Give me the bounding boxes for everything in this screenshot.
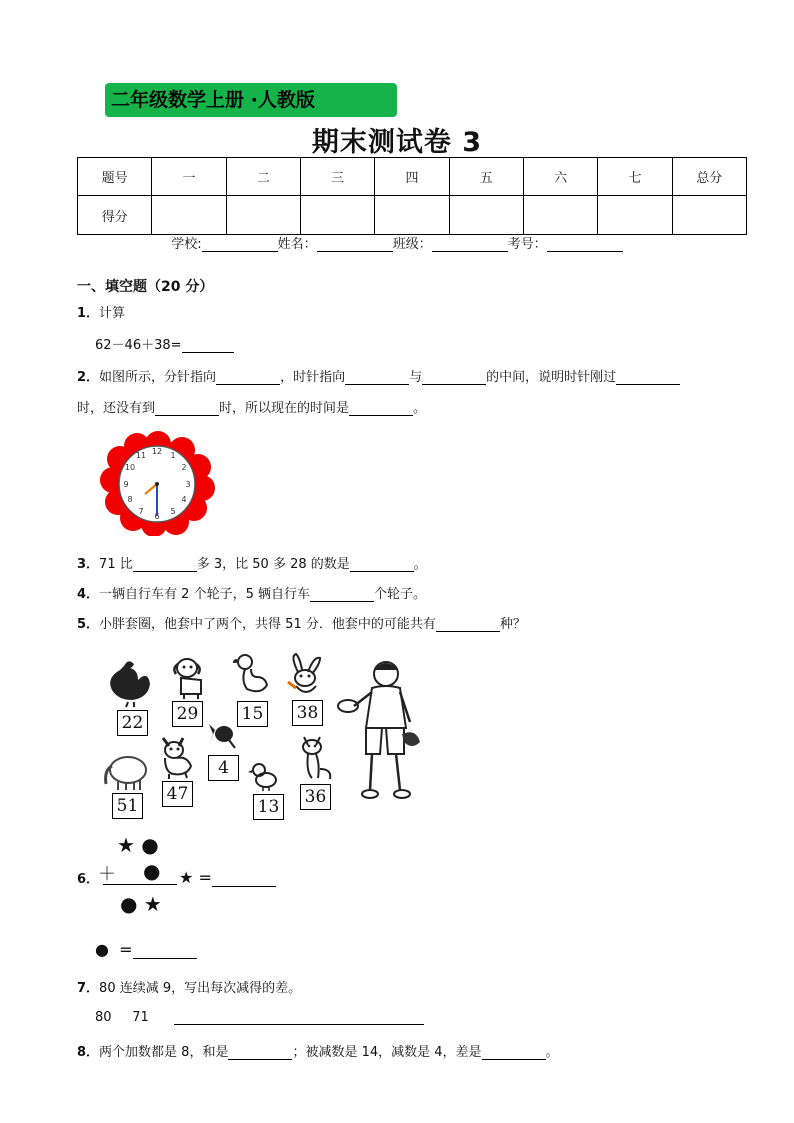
star-symbol: ★ bbox=[179, 868, 194, 887]
score-box: 15 bbox=[237, 701, 268, 727]
question-text: 个轮子。 bbox=[374, 587, 427, 602]
star-symbol: ★ bbox=[117, 833, 135, 857]
question-7-sequence bbox=[95, 1010, 424, 1025]
school-label: 学校: bbox=[171, 237, 202, 252]
question-number: 6． bbox=[77, 872, 100, 887]
answer-blank[interactable] bbox=[350, 557, 414, 572]
answer-blank[interactable] bbox=[174, 1010, 424, 1025]
question-text: 小胖套圈，他套中了两个，共得 51 分．他套中的可能共有 bbox=[99, 617, 436, 632]
question-6 bbox=[77, 868, 99, 887]
clock-number: 12 bbox=[151, 447, 163, 456]
dot-symbol: ● bbox=[143, 859, 161, 883]
cat-icon bbox=[296, 733, 336, 785]
clock-figure bbox=[100, 430, 216, 536]
question-1-expression bbox=[95, 334, 234, 353]
section-heading: 一、填空题（20 分） bbox=[77, 279, 214, 295]
question-2-line1 bbox=[77, 366, 680, 385]
clock-number: 9 bbox=[123, 480, 129, 489]
question-text: 时，所以现在的时间是 bbox=[219, 401, 350, 416]
answer-blank[interactable] bbox=[422, 370, 486, 385]
answer-blank[interactable] bbox=[216, 370, 280, 385]
exam-no-field[interactable] bbox=[547, 237, 623, 252]
clock-number: 6 bbox=[154, 512, 160, 521]
score-cell[interactable] bbox=[523, 196, 597, 235]
question-1 bbox=[77, 302, 125, 321]
header-cell: 七 bbox=[598, 158, 672, 196]
score-box: 29 bbox=[172, 701, 203, 727]
question-number: 8． bbox=[77, 1045, 100, 1060]
header-cell: 四 bbox=[375, 158, 449, 196]
score-cell[interactable] bbox=[672, 196, 746, 235]
question-text: 80 连续减 9，写出每次减得的差。 bbox=[99, 981, 302, 996]
score-table-header-row bbox=[78, 158, 747, 196]
question-text: 种？ bbox=[499, 617, 526, 632]
q6-result-row bbox=[120, 892, 162, 916]
header-cell: 二 bbox=[226, 158, 300, 196]
header-cell: 总分 bbox=[672, 158, 746, 196]
expression-text: 62－46＋38= bbox=[95, 338, 182, 353]
school-field[interactable] bbox=[202, 237, 278, 252]
answer-blank[interactable] bbox=[182, 338, 234, 353]
boy-figure bbox=[336, 658, 426, 802]
score-box: 38 bbox=[292, 700, 323, 726]
clock-number: 4 bbox=[181, 495, 187, 504]
header-cell: 三 bbox=[300, 158, 374, 196]
header-cell: 一 bbox=[152, 158, 226, 196]
answer-blank[interactable] bbox=[482, 1045, 546, 1060]
question-text: 与 bbox=[409, 370, 423, 385]
answer-blank[interactable] bbox=[133, 557, 197, 572]
header-cell: 六 bbox=[523, 158, 597, 196]
q6-star-answer bbox=[179, 868, 276, 887]
equals-sign: = bbox=[198, 868, 212, 887]
question-text: 的中间，说明时针刚过 bbox=[486, 370, 617, 385]
clock-number: 11 bbox=[135, 451, 147, 460]
question-text: ，时针指向 bbox=[280, 370, 346, 385]
class-label: 班级： bbox=[392, 237, 432, 252]
clock-number: 5 bbox=[170, 507, 176, 516]
clock-number: 10 bbox=[124, 463, 136, 472]
question-text: 。 bbox=[413, 557, 427, 572]
answer-blank[interactable] bbox=[349, 401, 413, 416]
score-cell[interactable] bbox=[300, 196, 374, 235]
score-cell[interactable] bbox=[449, 196, 523, 235]
score-box: 51 bbox=[112, 793, 143, 819]
score-cell[interactable] bbox=[598, 196, 672, 235]
question-8 bbox=[77, 1041, 559, 1060]
puppy-icon bbox=[155, 734, 197, 780]
answer-blank[interactable] bbox=[345, 370, 409, 385]
dot-symbol: ● bbox=[141, 833, 159, 857]
dot-symbol: ● bbox=[95, 940, 109, 959]
question-text: 。 bbox=[413, 401, 427, 416]
plus-sign: ＋ bbox=[98, 864, 116, 885]
elephant-icon bbox=[100, 752, 150, 792]
rooster-icon bbox=[104, 658, 154, 708]
question-number: 7． bbox=[77, 981, 100, 996]
score-box: 13 bbox=[253, 794, 284, 820]
header-cell: 题号 bbox=[78, 158, 152, 196]
score-box: 22 bbox=[117, 710, 148, 736]
answer-blank[interactable] bbox=[310, 587, 374, 602]
duck-icon bbox=[233, 653, 269, 699]
student-info-line bbox=[0, 233, 794, 252]
score-table bbox=[77, 157, 747, 235]
score-table-score-row bbox=[78, 196, 747, 235]
question-text: 。 bbox=[545, 1045, 559, 1060]
q6-dot-answer bbox=[95, 940, 197, 959]
star-symbol: ★ bbox=[143, 892, 162, 916]
question-text: 71 比 bbox=[99, 557, 133, 572]
question-2-line2 bbox=[77, 397, 426, 416]
score-box: 36 bbox=[300, 784, 331, 810]
score-cell[interactable] bbox=[226, 196, 300, 235]
question-text: ；被减数是 14，减数是 4，差是 bbox=[292, 1045, 482, 1060]
page-title: 期末测试卷 3 bbox=[311, 127, 483, 158]
answer-blank[interactable] bbox=[616, 370, 680, 385]
rabbit-icon bbox=[284, 652, 328, 698]
goldfish-icon bbox=[207, 718, 241, 752]
clock-number: 7 bbox=[138, 507, 144, 516]
score-cell[interactable] bbox=[152, 196, 226, 235]
answer-blank[interactable] bbox=[436, 617, 500, 632]
chick-icon bbox=[248, 760, 280, 792]
answer-blank[interactable] bbox=[133, 944, 197, 959]
question-7 bbox=[77, 977, 301, 996]
sequence-value: 71 bbox=[132, 1010, 149, 1025]
question-text: 多 3，比 50 多 28 的数是 bbox=[196, 557, 350, 572]
question-text: 如图所示，分针指向 bbox=[99, 370, 217, 385]
question-number: 1． bbox=[77, 306, 100, 321]
question-text: 时，还没有到 bbox=[77, 401, 156, 416]
clock-number: 1 bbox=[170, 451, 176, 460]
addition-bar bbox=[103, 884, 177, 885]
grade-banner: 二年级数学上册 ·人教版 bbox=[105, 83, 397, 117]
question-3 bbox=[77, 553, 427, 572]
name-label: 姓名： bbox=[277, 237, 317, 252]
clock-number: 3 bbox=[185, 480, 191, 489]
header-cell: 五 bbox=[449, 158, 523, 196]
question-text: 计算 bbox=[99, 306, 126, 321]
q6-top-row bbox=[117, 833, 159, 857]
sequence-value: 80 bbox=[95, 1010, 112, 1025]
question-number: 5． bbox=[77, 617, 100, 632]
dog-icon bbox=[172, 656, 206, 700]
question-4 bbox=[77, 583, 426, 602]
clock-number: 2 bbox=[181, 463, 187, 472]
question-number: 2． bbox=[77, 370, 100, 385]
question-number: 4． bbox=[77, 587, 100, 602]
score-cell[interactable] bbox=[375, 196, 449, 235]
question-5 bbox=[77, 613, 526, 632]
answer-blank[interactable] bbox=[155, 401, 219, 416]
question-text: 两个加数都是 8，和是 bbox=[99, 1045, 229, 1060]
dot-symbol: ● bbox=[120, 892, 138, 916]
class-field[interactable] bbox=[432, 237, 508, 252]
question-text: 一辆自行车有 2 个轮子，5 辆自行车 bbox=[99, 587, 310, 602]
score-box: 4 bbox=[208, 755, 239, 781]
name-field[interactable] bbox=[317, 237, 393, 252]
score-box: 47 bbox=[162, 781, 193, 807]
row-label: 得分 bbox=[78, 196, 152, 235]
question-number: 3． bbox=[77, 557, 100, 572]
answer-blank[interactable] bbox=[212, 872, 276, 887]
exam-no-label: 考号： bbox=[507, 237, 547, 252]
clock-number: 8 bbox=[127, 495, 133, 504]
equals-sign: = bbox=[119, 940, 133, 959]
answer-blank[interactable] bbox=[228, 1045, 292, 1060]
